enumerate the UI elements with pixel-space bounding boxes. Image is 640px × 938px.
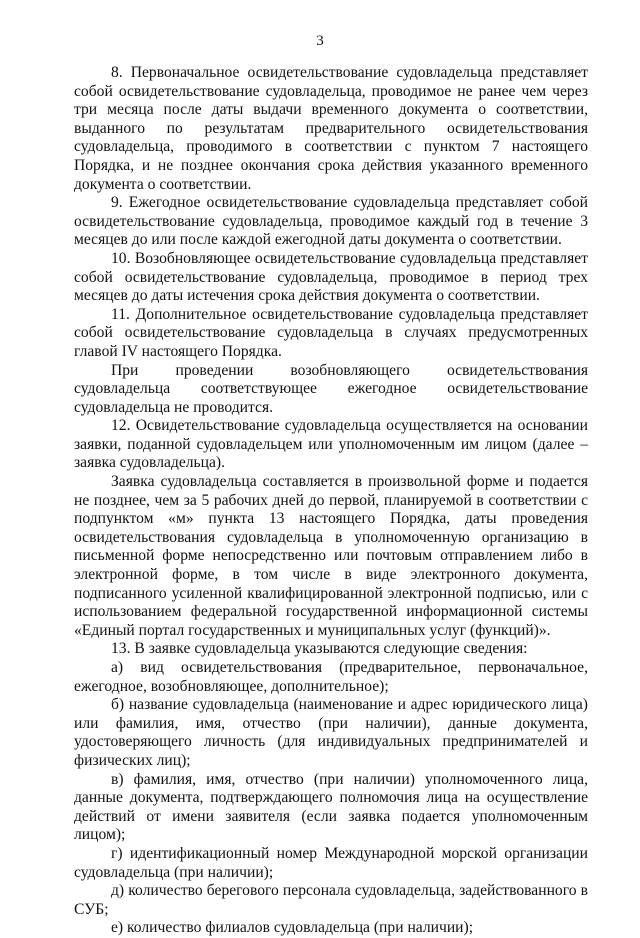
- paragraph-12-application: Заявка судовладельца составляется в произвольной форме и подается не позднее, чем за 5 рабочих дней до первой, планируемой в соответствии с подпунктом «м» пункта 13 настоящего Порядка, даты проведения освидетельствования судовладельца в уполномоченную организацию в письменной форме непосредственно или почтовым отправлением либо в электронной форме, в том числе в виде электронного документа, подписанного усиленной квалифицированной электронной подписью, или с использованием федеральной государственной информационной системы «Единый портал государственных и муниципальных услуг (функций)».: [74, 473, 588, 639]
- list-item-b: б) название судовладельца (наименование и адрес юридического лица) или фамилия, имя, отчество (при наличии), данные документа, удостоверяющего личность (для индивидуальных предпринимателей и физических лиц);: [74, 696, 588, 769]
- document-body: [74, 64, 588, 938]
- paragraph-9: 9. Ежегодное освидетельствование судовладельца представляет собой освидетельствование судовладельца, проводимое каждый год в течение 3 месяцев до или после каждой ежегодной даты документа о соответствии.: [74, 194, 588, 249]
- list-item-e: е) количество филиалов судовладельца (при наличии);: [111, 919, 474, 937]
- paragraph-12: 12. Освидетельствование судовладельца осуществляется на основании заявки, поданной судовладельцем или уполномоченным им лицом (далее – заявка судовладельца).: [74, 417, 588, 472]
- page-number: 3: [316, 33, 324, 49]
- paragraph-13: 13. В заявке судовладельца указываются следующие сведения:: [111, 640, 528, 658]
- paragraph-11-note: При проведении возобновляющего освидетельствования судовладельца соответствующее ежегодное освидетельствование судовладельца не проводится.: [74, 361, 588, 416]
- list-item-a: а) вид освидетельствования (предварительное, первоначальное, ежегодное, возобновляющее, дополнительное);: [74, 659, 588, 695]
- list-item-v: в) фамилия, имя, отчество (при наличии) уполномоченного лица, данные документа, подтверждающего полномочия лица на осуществление действий от имени заявителя (если заявка подается уполномоченным лицом);: [74, 770, 588, 844]
- list-item-d: д) количество берегового персонала судовладельца, задействованного в СУБ;: [74, 882, 588, 918]
- list-item-g: г) идентификационный номер Международной морской организации судовладельца (при наличии);: [74, 844, 588, 881]
- paragraph-8: 8. Первоначальное освидетельствование судовладельца представляет собой освидетельствование судовладельца, проводимое не ранее чем через три месяца после даты выдачи временного документа о соответствии, выданного по результатам предварительного освидетельствования судовладельца, проводимого в соответствии с пунктом 7 настоящего Порядка, и не позднее окончания срока действия указанного временного документа о соответствии.: [74, 64, 588, 193]
- paragraph-11: 11. Дополнительное освидетельствование судовладельца представляет собой освидетельствование судовладельца в случаях предусмотренных главой IV настоящего Порядка.: [74, 305, 588, 360]
- paragraph-10: 10. Возобновляющее освидетельствование судовладельца представляет собой освидетельствование судовладельца, проводимое в период трех месяцев до даты истечения срока действия документа о соответствии.: [74, 249, 588, 305]
